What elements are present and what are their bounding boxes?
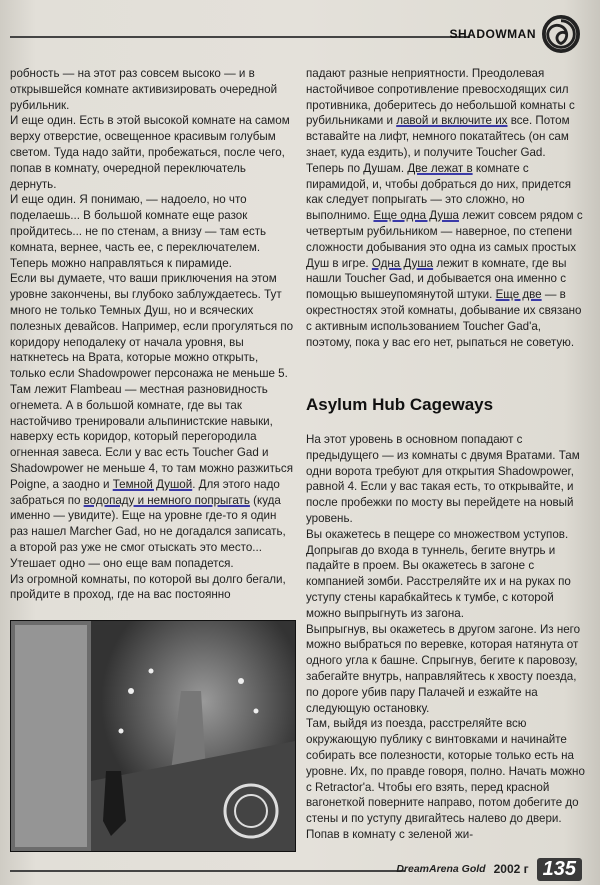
page-header [450, 14, 581, 54]
left-column [10, 66, 294, 603]
paragraph: Там, выйдя из поезда, расстреляйте всю окружающую публику с винтовками и начинайте собирать все полезности, которые только есть на уровне. Их, по правде говоря, полно. Начать можно с Retractor'a. Чтобы его взять, перед красной вагонеткой поверните направо, потом добегите до стены и по уступу двигайтесь налево до двери. Попав в комнату с зеленой жи- [306, 717, 585, 841]
magazine-name: DreamArena Gold [396, 863, 486, 875]
game-screenshot [10, 620, 296, 852]
paragraph: Выпрыгнув, вы окажетесь в другом загоне. Из него можно выбраться по веревке, которая натянута от одного угла к башне. Спрыгнув, бегите к паровозу, забегайте внутрь, направляйтесь к хвосту поезда, по дороге убив пару Палачей и езжайте на следующую остановку. [306, 622, 581, 715]
right-column [306, 66, 589, 350]
screenshot-art [11, 621, 295, 851]
section-title: SHADOWMAN [449, 27, 536, 41]
paragraph: Теперь по Душам. Две лежат в комнате с пирамидой, и, чтобы добраться до них, придется как следует попрыгать — это сложно, но выполнимо. Еще одна Душа лежит совсем рядом с четвертым рубильником — наверное, по степени сложности добывания это одна из самых простых Душ в игре. Одна Душа лежит в комнате, где вы нашли Toucher Gad, и добывается она именно с помощью вышеупомянутой штуки. Еще две — в окрестностях этой комнаты, добывание их связано с активным использованием Toucher Gad'a, поэтому, пока у вас его нет, рыпаться не советую. [306, 161, 583, 349]
paragraph: робность — на этот раз совсем высоко — и в открывшейся комнате активизировать очередной рубильник. [10, 67, 278, 112]
header-rule [10, 36, 470, 38]
paragraph: Из огромной комнаты, по которой вы долго бегали, пройдите в проход, где на вас постоянно [10, 572, 286, 602]
paragraph: падают разные неприятности. Преодолевая настойчивое сопротивление превосходящих сил противника, доберитесь до небольшой комнаты с рубильниками и лавой и включите их все. Потом вставайте на лифт, немного покатайтесь (он сам знает, куда ездить), и получите Toucher Gad. [306, 67, 575, 159]
footer-rule [10, 870, 405, 872]
paragraph: И еще один. Есть в этой высокой комнате на самом верху отверстие, освещенное красивым голубым светом. Туда надо зайти, пробежаться, после чего, попав в комнату, очередной переключатель дернуть. [10, 114, 290, 191]
section-heading: Asylum Hub Cageways [306, 395, 494, 414]
paragraph: Вы окажетесь в пещере со множеством уступов. Допрыгав до входа в туннель, бегите внутрь и падайте в проем. Вы окажетесь в загоне с компанией зомби. Расстреляйте их и на руках по уступу стены карабкайтесь к тумбе, с которой можно выпрыгнуть из загона. [306, 527, 571, 620]
paragraph: Если вы думаете, что ваши приключения на этом уровне закончены, вы глубоко заблуждаетесь. Тут много не только Темных Душ, но и всяческих полезных девайсов. Например, если прогуляться по коридору неподалеку от начала уровня, вы наткнетесь на Врата, которые можно открыть, только если Shadowpower персонажа не меньше 5. Там лежит Flambeau — местная разновидность огнемета. А в большой комнате, где вы так настойчиво тренировали альпинистские навыки, наверху есть коридор, который перегородила огненная завеса. Если у вас есть Toucher Gad и Shadowpower не меньше 4, то там можно разжиться Poigne, а заодно и Темной Душой. Для этого надо забраться по водопаду и немного попрыгать (куда именно — увидите). Еще на уровне где-то я один раз нашел Marcher Gad, но не догадался записать, а второй раз уже не смог отыскать это место... Утешает одно — оно еще вам попадется. [10, 272, 294, 570]
issue-year: 2002 г [493, 862, 529, 876]
right-column-2 [306, 432, 589, 843]
swirl-icon [542, 15, 580, 53]
paragraph: И еще один. Я понимаю, — надоело, но что поделаешь... В большой комнате еще разок пройдитесь... не по стенам, а внизу — там есть комната, вернее, часть ее, с переключателем. Теперь можно направляться к пирамиде. [10, 193, 267, 270]
paragraph: На этот уровень в основном попадают с предыдущего — из комнаты с двумя Вратами. Там одни ворота требуют для открытия Shadowpower, равной 4. Если у вас такая есть, то открывайте, и после пробежки по мосту вы перейдете на новый уровень. [306, 433, 580, 525]
page-number: 135 [537, 858, 582, 881]
page-footer [396, 855, 582, 883]
